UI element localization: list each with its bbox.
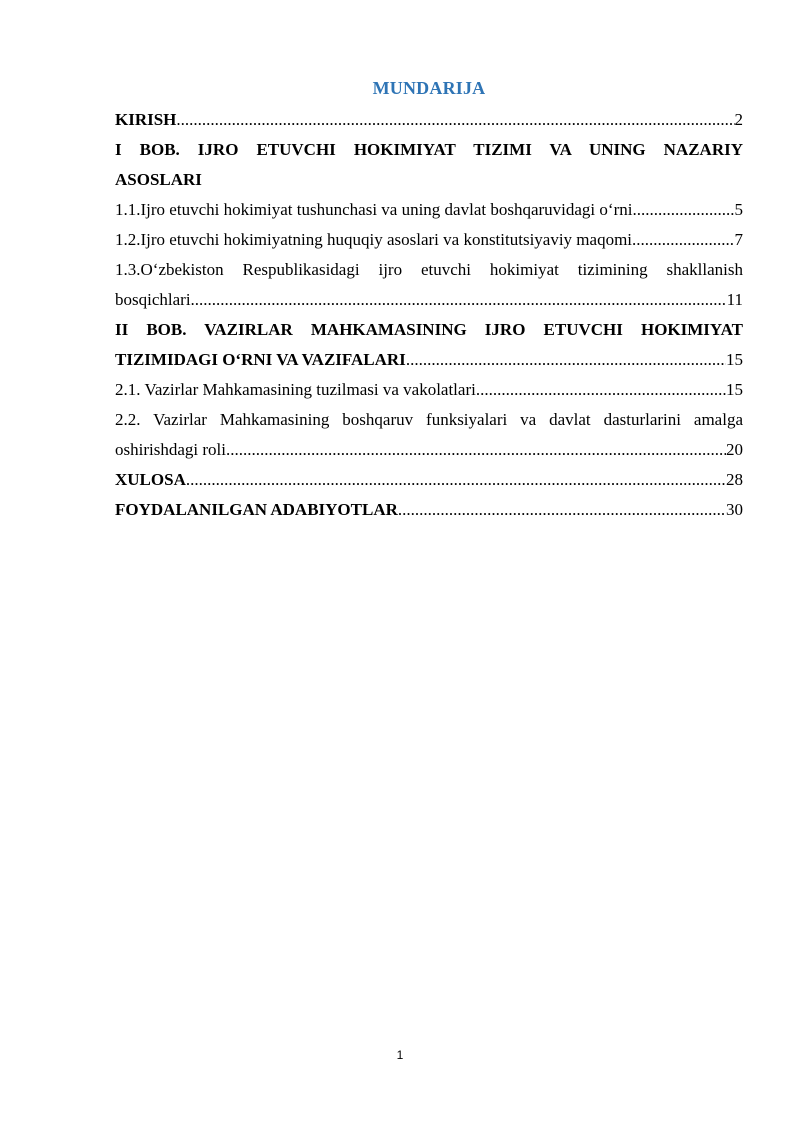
toc-entry-1-3-line2[interactable] <box>115 285 743 315</box>
toc-entry-text: XULOSA <box>115 470 186 489</box>
toc-entry-adabiyotlar[interactable] <box>115 495 743 525</box>
toc-page-number: 11 <box>726 290 743 309</box>
toc-entry-bob2-line2[interactable] <box>115 345 743 375</box>
toc-title: MUNDARIJA <box>372 78 486 98</box>
toc-entry-text: bosqichlari <box>115 290 191 309</box>
toc-entry-2-1[interactable] <box>115 375 743 405</box>
dot-leader <box>476 375 726 405</box>
dot-leader <box>191 285 727 315</box>
toc-entry-2-2-line2[interactable] <box>115 435 743 465</box>
toc-page-number: 7 <box>734 230 743 249</box>
toc-entry-text: 1.1.Ijro etuvchi hokimiyat tushunchasi va uning davlat boshqaruvidagi o‘rni <box>115 200 633 219</box>
toc-page-number: 28 <box>726 470 743 489</box>
toc-entry-1-1[interactable] <box>115 195 743 225</box>
dot-leader <box>176 105 734 135</box>
toc-entry-text: 1.2.Ijro etuvchi hokimiyatning huquqiy asoslari va konstitutsiyaviy maqomi <box>115 230 633 249</box>
toc-page-number: 2 <box>734 110 743 129</box>
toc-entry-1-3-line1[interactable]: 1.3.O‘zbekiston Respublikasidagi ijro etuvchi hokimiyat tizimining shakllanish <box>115 260 743 279</box>
table-of-contents <box>115 105 743 525</box>
toc-entry-text: TIZIMIDAGI O‘RNI VA VAZIFALARI <box>115 350 406 369</box>
dot-leader <box>398 495 726 525</box>
document-page <box>115 75 743 525</box>
toc-entry-bob1-line1[interactable]: I BOB. IJRO ETUVCHI HOKIMIYAT TIZIMI VA UNING NAZARIY <box>115 140 743 159</box>
dot-leader <box>632 195 734 225</box>
toc-entry-kirish[interactable] <box>115 105 743 135</box>
toc-entry-text: 2.1. Vazirlar Mahkamasining tuzilmasi va vakolatlari <box>115 380 476 399</box>
toc-page-number: 20 <box>726 440 743 459</box>
toc-entry-text: KIRISH <box>115 110 177 129</box>
toc-entry-2-2-line1[interactable]: 2.2. Vazirlar Mahkamasining boshqaruv funksiyalari va davlat dasturlarini amalga <box>115 410 743 429</box>
dot-leader <box>226 435 726 465</box>
toc-entry-1-2[interactable] <box>115 225 743 255</box>
toc-entry-text: oshirishdagi roli <box>115 440 226 459</box>
dot-leader <box>632 225 734 255</box>
dot-leader <box>186 465 726 495</box>
toc-entry-xulosa[interactable] <box>115 465 743 495</box>
toc-entry-bob2-line1[interactable]: II BOB. VAZIRLAR MAHKAMASINING IJRO ETUVCHI HOKIMIYAT <box>115 320 743 339</box>
toc-entry-bob1-line2[interactable]: ASOSLARI <box>115 170 202 189</box>
toc-page-number: 30 <box>726 500 743 519</box>
toc-page-number: 15 <box>726 350 743 369</box>
toc-entry-text: FOYDALANILGAN ADABIYOTLAR <box>115 500 398 519</box>
toc-page-number: 15 <box>726 380 743 399</box>
toc-page-number: 5 <box>734 200 743 219</box>
dot-leader <box>406 345 726 375</box>
footer-page-number: 1 <box>396 1048 404 1062</box>
